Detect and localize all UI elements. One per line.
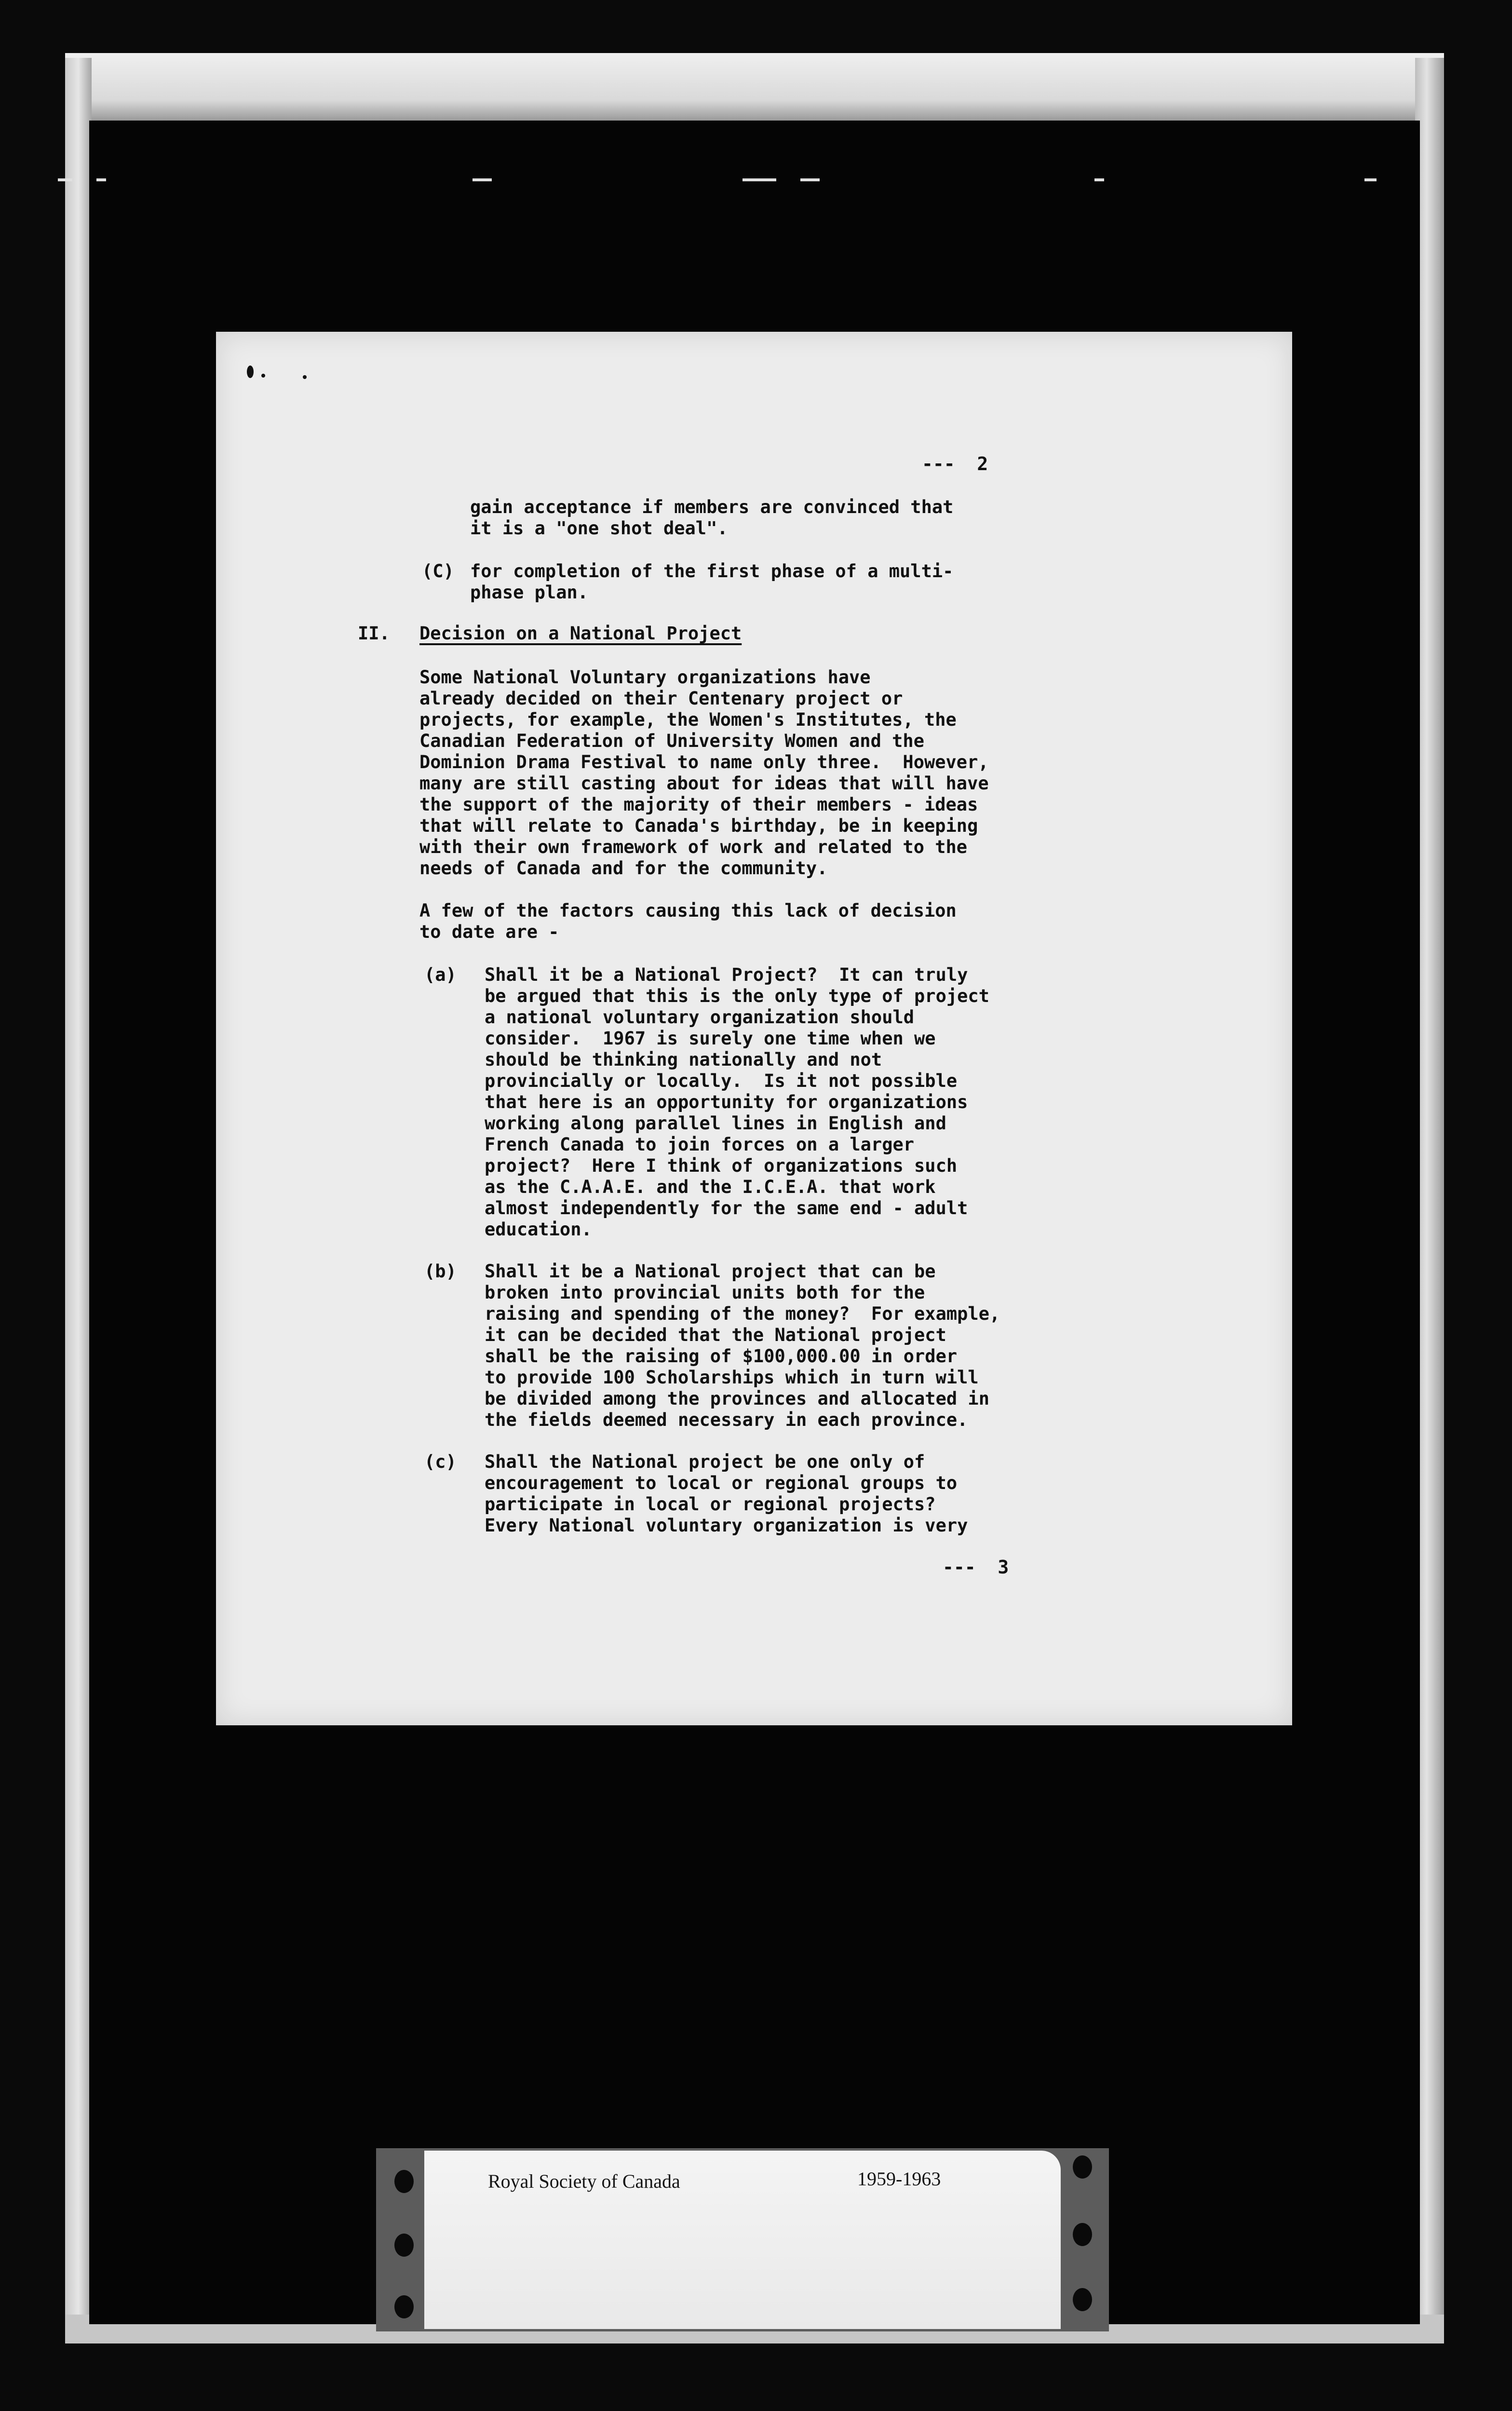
page-marker-top: --- 2 xyxy=(922,453,988,474)
item-c-upper-text xyxy=(470,561,953,603)
film-mark xyxy=(1364,178,1377,181)
text-line: it is a "one shot deal". xyxy=(470,518,728,539)
sprocket-hole xyxy=(394,2295,414,2318)
item-b-text xyxy=(485,1261,1000,1431)
film-mark xyxy=(800,178,820,181)
text-line: it can be decided that the National project xyxy=(485,1325,946,1345)
text-line: projects, for example, the Women's Institutes, the xyxy=(419,709,957,730)
text-line: as the C.A.A.E. and the I.C.E.A. that work xyxy=(485,1177,936,1197)
text-line: Some National Voluntary organizations have xyxy=(419,667,871,688)
item-label-b: (b) xyxy=(424,1261,457,1282)
intro-paragraph xyxy=(419,667,989,879)
archive-years: 1959-1963 xyxy=(857,2168,941,2190)
text-line: shall be the raising of $100,000.00 in order xyxy=(485,1346,958,1367)
text-line: Shall it be a National project that can be xyxy=(485,1261,936,1282)
text-line: that will relate to Canada's birthday, be in keeping xyxy=(419,815,978,836)
continuation-text xyxy=(470,497,953,539)
film-edge-top xyxy=(65,53,1444,121)
text-line: education. xyxy=(485,1219,592,1240)
text-line: working along parallel lines in English and xyxy=(485,1113,946,1134)
text-line: to date are - xyxy=(419,921,559,942)
text-line: participate in local or regional projects? xyxy=(485,1494,936,1515)
item-label-a: (a) xyxy=(424,964,457,985)
archive-collection-name: Royal Society of Canada xyxy=(488,2170,680,2192)
item-label-c-lower: (c) xyxy=(424,1451,457,1472)
text-line: should be thinking nationally and not xyxy=(485,1049,882,1070)
text-line: to provide 100 Scholarships which in turn will xyxy=(485,1367,979,1388)
sprocket-hole xyxy=(394,2170,414,2193)
film-mark xyxy=(96,178,106,181)
item-a-text xyxy=(485,964,989,1240)
factors-paragraph xyxy=(419,900,957,943)
sprocket-hole xyxy=(1073,2223,1092,2246)
text-line: consider. 1967 is surely one time when we xyxy=(485,1028,936,1049)
text-line: Dominion Drama Festival to name only three. However, xyxy=(419,752,989,772)
text-line: a national voluntary organization should xyxy=(485,1007,915,1028)
text-line: gain acceptance if members are convinced that xyxy=(470,497,954,517)
text-line: provincially or locally. Is it not possible xyxy=(485,1070,958,1091)
text-line: needs of Canada and for the community. xyxy=(419,858,828,879)
text-line: Shall it be a National Project? It can truly xyxy=(485,964,968,985)
item-c-lower-text xyxy=(485,1451,968,1536)
page-marker-bottom: --- 3 xyxy=(943,1557,1009,1578)
text-line: Every National voluntary organization is very xyxy=(485,1515,968,1536)
text-line: French Canada to join forces on a larger xyxy=(485,1134,915,1155)
text-line: Canadian Federation of University Women and the xyxy=(419,731,924,751)
text-line: for completion of the first phase of a multi- xyxy=(470,561,954,582)
text-line: project? Here I think of organizations such xyxy=(485,1155,958,1176)
section-heading: Decision on a National Project xyxy=(419,623,742,644)
film-mark xyxy=(58,178,72,181)
text-line: be divided among the provinces and allocated in xyxy=(485,1388,989,1409)
text-line: many are still casting about for ideas that will have xyxy=(419,773,989,794)
film-mark xyxy=(472,178,492,181)
text-line: with their own framework of work and related to the xyxy=(419,837,968,857)
ink-speck xyxy=(303,375,307,379)
text-line: almost independently for the same end - adult xyxy=(485,1198,968,1219)
text-line: raising and spending of the money? For example, xyxy=(485,1303,1000,1324)
text-line: encouragement to local or regional groups to xyxy=(485,1473,958,1493)
text-line: broken into provincial units both for the xyxy=(485,1282,925,1303)
text-line: A few of the factors causing this lack of decision xyxy=(419,900,957,921)
text-line: already decided on their Centenary project or xyxy=(419,688,903,709)
text-line: the fields deemed necessary in each province. xyxy=(485,1409,968,1430)
text-line: phase plan. xyxy=(470,582,589,603)
text-line: be argued that this is the only type of project xyxy=(485,986,989,1006)
sprocket-hole xyxy=(1073,2288,1092,2311)
film-mark xyxy=(1094,178,1104,181)
section-number: II. xyxy=(358,623,390,644)
sprocket-hole xyxy=(394,2234,414,2257)
text-line: Shall the National project be one only of xyxy=(485,1451,925,1472)
film-edge-left xyxy=(65,58,92,2343)
ink-speck xyxy=(247,366,254,378)
sprocket-hole xyxy=(1073,2155,1092,2179)
text-line: the support of the majority of their members - ideas xyxy=(419,794,978,815)
text-line: that here is an opportunity for organizations xyxy=(485,1092,968,1112)
item-label-c-upper: (C) xyxy=(422,561,454,582)
ink-speck xyxy=(261,374,265,378)
film-mark xyxy=(742,178,776,181)
